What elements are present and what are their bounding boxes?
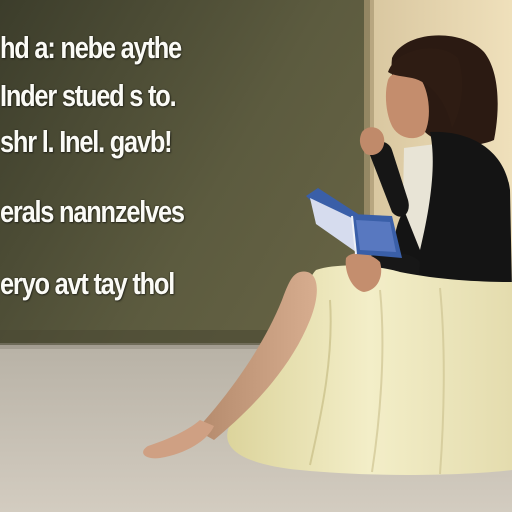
caption-line: erals nannzelves xyxy=(0,194,184,229)
caption-line: hd a: nebe aythe xyxy=(0,30,181,65)
caption-line: eryo avt tay thol xyxy=(0,266,175,301)
caption-line: Inder stued s to. xyxy=(0,78,176,113)
caption-line: shr l. Inel. gavb! xyxy=(0,124,172,159)
